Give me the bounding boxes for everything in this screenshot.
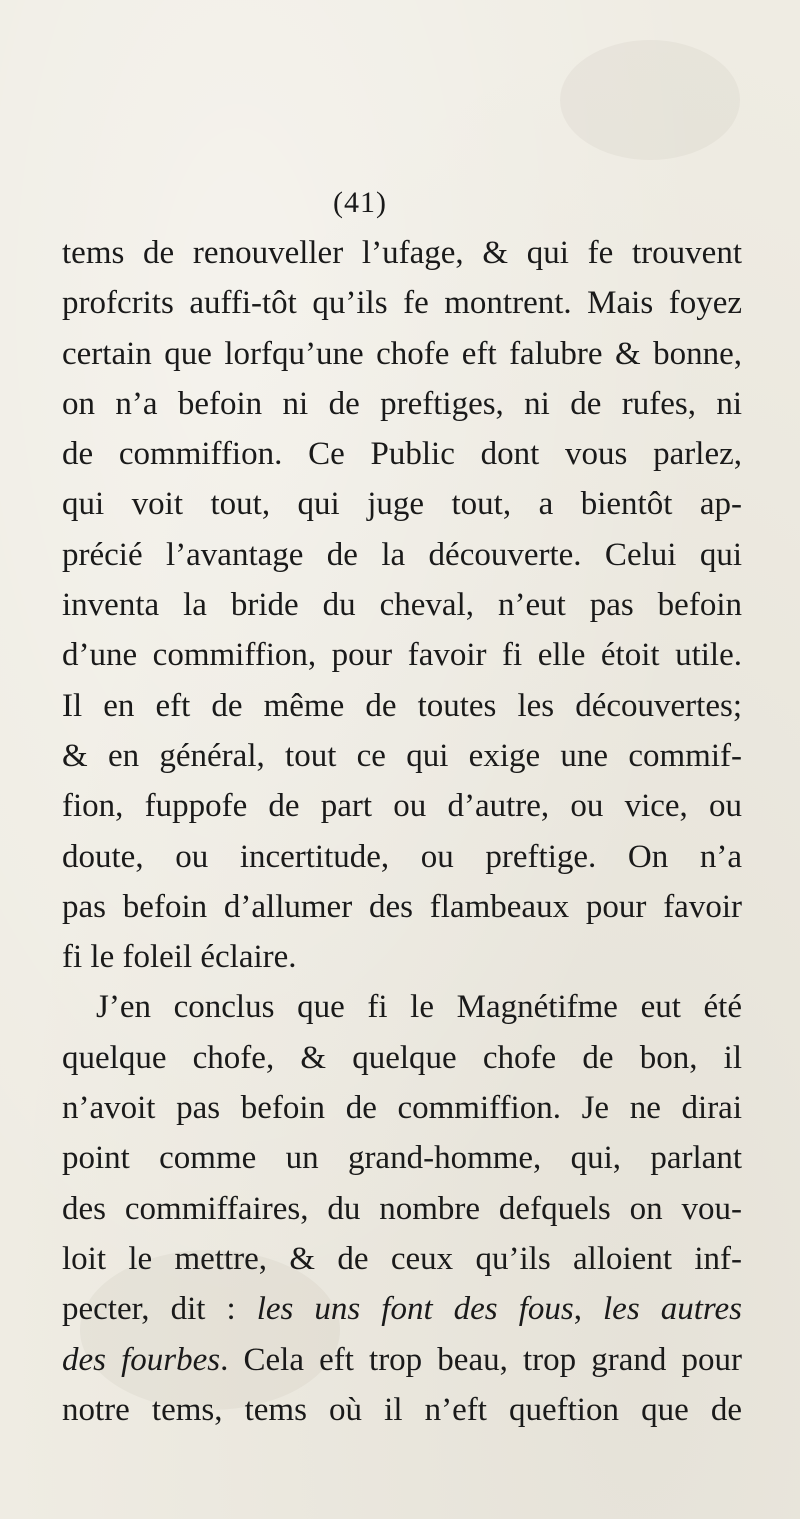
text-line: qui voit tout, qui juge tout, a bientôt ap- (62, 486, 742, 523)
text-line: profcrits auffi-tôt qu’ils fe montrent. Mais foyez (62, 285, 742, 322)
text-line: de commiffion. Ce Public dont vous parlez, (62, 436, 742, 473)
text-line: point comme un grand-homme, qui, parlant (62, 1140, 742, 1177)
text-line: fi le foleil éclaire. (62, 939, 297, 976)
italic-quote: les uns font des fous (256, 1291, 574, 1328)
text-line: certain que lorfqu’une chofe eft falubre & bonne, (62, 335, 742, 372)
text-line: on n’a befoin ni de preftiges, ni de rufes, ni (62, 385, 742, 422)
text-line: tems de renouveller l’ufage, & qui fe trouvent (62, 235, 742, 271)
text-line: d’une commiffion, pour favoir fi elle étoit utile. (62, 637, 742, 674)
text-segment: pecter, dit : (62, 1291, 257, 1328)
text-line: des commiffaires, du nombre defquels on vou- (62, 1190, 742, 1227)
text-line: & en général, tout ce qui exige une commif- (62, 737, 742, 774)
text-segment: , (573, 1291, 604, 1328)
body-text (62, 228, 742, 1435)
paragraph-start-line: J’en conclus que fi le Magnétifme eut été (96, 989, 742, 1026)
paper-stain (560, 40, 740, 160)
text-line: quelque chofe, & quelque chofe de bon, il (62, 1039, 742, 1076)
text-line: précié l’avantage de la découverte. Celui qui (62, 536, 742, 573)
italic-quote: des fourbes (62, 1341, 221, 1378)
text-line: fion, fuppofe de part ou d’autre, ou vice, ou (62, 788, 742, 825)
text-segment: . Cela eft trop beau, trop grand pour (220, 1341, 742, 1378)
text-line: doute, ou incertitude, ou preftige. On n’a (62, 838, 742, 875)
text-line: notre tems, tems où il n’eft queftion que de (62, 1391, 742, 1428)
text-line: loit le mettre, & de ceux qu’ils alloient inf- (62, 1240, 742, 1277)
text-line-with-italics (62, 1335, 742, 1385)
page-number: (41) (333, 186, 387, 219)
text-line: inventa la bride du cheval, n’eut pas befoin (62, 587, 742, 624)
text-line: pas befoin d’allumer des flambeaux pour favoir (62, 888, 742, 925)
italic-quote: les autres (603, 1291, 742, 1328)
text-line-with-italics (62, 1284, 742, 1334)
text-line: Il en eft de même de toutes les découvertes; (62, 687, 742, 724)
text-line: n’avoit pas befoin de commiffion. Je ne dirai (62, 1090, 742, 1127)
